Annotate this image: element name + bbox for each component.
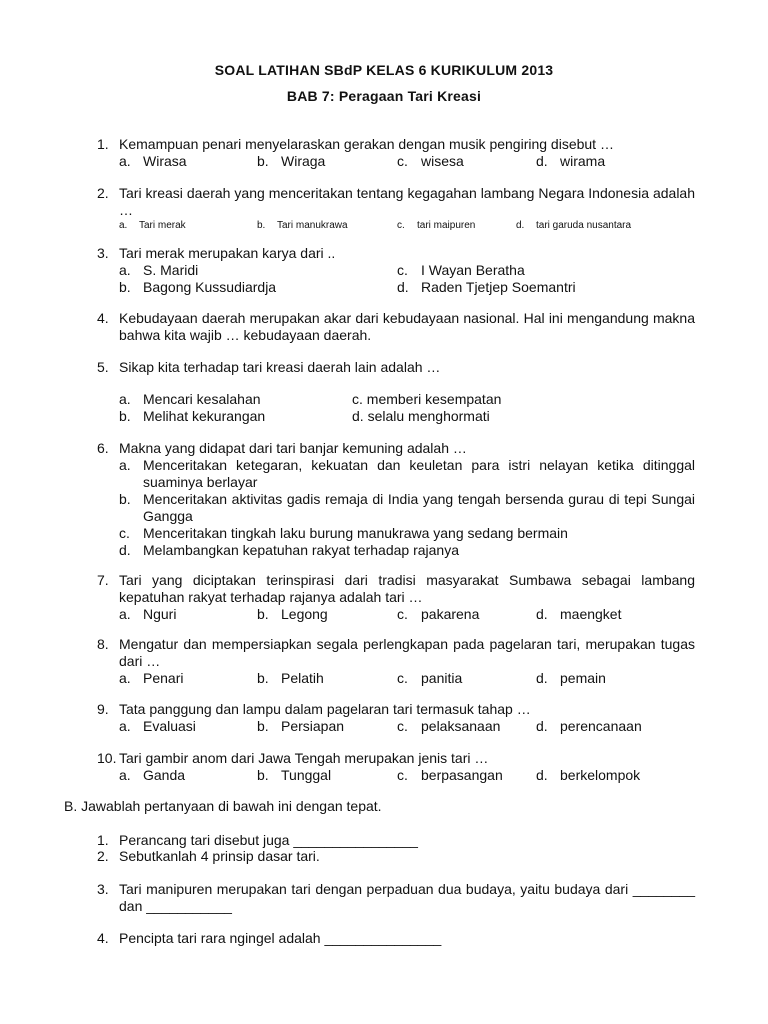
question-number: 3. <box>97 245 109 261</box>
option-row <box>119 262 695 279</box>
section-b-heading: B. Jawablah pertanyaan di bawah ini dengan tepat. <box>64 798 382 814</box>
option-d: d. berkelompok <box>536 767 641 783</box>
option-a: a. Penari <box>119 670 184 686</box>
option-row <box>119 670 695 687</box>
option-b: b. Melihat kekurangan <box>119 408 266 424</box>
question-number: 8. <box>97 636 109 652</box>
question-3 <box>97 245 695 296</box>
option-b: b. Wiraga <box>257 153 326 169</box>
question-1 <box>97 136 695 170</box>
essay-question-1 <box>97 832 695 849</box>
question-10 <box>97 750 695 784</box>
question-text: Perancang tari disebut juga ________________ <box>119 832 418 848</box>
question-number: 7. <box>97 572 109 588</box>
question-text: Pencipta tari rara ngingel adalah _______________ <box>119 930 442 946</box>
question-number: 9. <box>97 701 109 717</box>
essay-question-2 <box>97 848 695 865</box>
option-d: d. Melambangkan kepatuhan rakyat terhadap rajanya <box>119 542 459 558</box>
question-number: 6. <box>97 440 109 456</box>
option-d: d. wirama <box>536 153 606 169</box>
option-a: a. S. Maridi <box>119 262 199 278</box>
option-a: a. Mencari kesalahan <box>119 391 261 407</box>
question-number: 2. <box>97 185 109 201</box>
question-text: Kemampuan penari menyelaraskan gerakan dengan musik pengiring disebut … <box>119 136 614 152</box>
question-number: 4. <box>97 930 109 946</box>
question-text: Mengatur dan mempersiapkan segala perlengkapan pada pagelaran tari, merupakan tugas dari … <box>119 636 695 669</box>
option-c: c. memberi kesempatan <box>352 391 502 407</box>
document-title: SOAL LATIHAN SBdP KELAS 6 KURIKULUM 2013 <box>214 62 554 78</box>
question-number: 10. <box>97 750 117 766</box>
option-b: b. Menceritakan aktivitas gadis remaja di India yang tengah bersenda gurau di tepi Sungai Gangga <box>119 491 695 524</box>
question-text: Sebutkanlah 4 prinsip dasar tari. <box>119 848 320 864</box>
option-d: d. selalu menghormati <box>352 408 490 424</box>
option-a: a. Nguri <box>119 606 177 622</box>
question-text: Tari yang diciptakan terinspirasi dari tradisi masyarakat Sumbawa sebagai lambang kepatuhan rakyat terhadap rajanya adalah tari … <box>119 572 695 605</box>
option-row <box>119 767 695 784</box>
option-c: c. I Wayan Beratha <box>397 262 525 278</box>
question-text: Tata panggung dan lampu dalam pagelaran tari termasuk tahap … <box>119 701 531 717</box>
essay-question-3 <box>97 881 695 915</box>
option-d: d. pemain <box>536 670 606 686</box>
question-number: 1. <box>97 832 109 848</box>
question-4 <box>97 310 695 344</box>
option-b: b. Legong <box>257 606 328 622</box>
option-c: c. Menceritakan tingkah laku burung manukrawa yang sedang bermain <box>119 525 568 541</box>
question-text: Tari kreasi daerah yang menceritakan tentang kegagahan lambang Negara Indonesia adalah … <box>119 185 695 218</box>
question-6 <box>97 440 695 559</box>
option-c: c. pelaksanaan <box>397 718 501 734</box>
option-row <box>119 219 695 233</box>
question-number: 4. <box>97 310 109 326</box>
question-number: 2. <box>97 848 109 864</box>
document-subtitle: BAB 7: Peragaan Tari Kreasi <box>286 88 482 104</box>
option-row <box>119 606 695 623</box>
option-d: d. perencanaan <box>536 718 642 734</box>
option-row <box>119 718 695 735</box>
question-number: 3. <box>97 881 109 897</box>
question-number: 1. <box>97 136 109 152</box>
question-text: Makna yang didapat dari tari banjar kemuning adalah … <box>119 440 467 456</box>
question-7 <box>97 572 695 623</box>
option-row <box>119 153 695 170</box>
question-text: Sikap kita terhadap tari kreasi daerah lain adalah … <box>119 359 441 375</box>
option-a: a. Ganda <box>119 767 186 783</box>
option-row <box>119 279 695 296</box>
question-text: Tari merak merupakan karya dari .. <box>119 245 336 261</box>
option-b: b. Tunggal <box>257 767 332 783</box>
question-9 <box>97 701 695 735</box>
option-b: b. Pelatih <box>257 670 324 686</box>
option-d: d. maengket <box>536 606 622 622</box>
option-d: d. tari garuda nusantara <box>516 220 632 231</box>
question-2 <box>97 185 695 233</box>
option-row <box>119 391 695 408</box>
option-c: c. tari maipuren <box>397 220 476 231</box>
option-c: c. berpasangan <box>397 767 503 783</box>
option-row <box>119 408 695 425</box>
option-c: c. panitia <box>397 670 463 686</box>
question-5-options <box>97 391 695 425</box>
option-a: a. Tari merak <box>119 220 186 231</box>
option-c: c. pakarena <box>397 606 480 622</box>
option-b: b. Bagong Kussudiardja <box>119 279 277 295</box>
option-b: b. Persiapan <box>257 718 345 734</box>
option-a: a. Evaluasi <box>119 718 196 734</box>
question-text: Tari manipuren merupakan tari dengan perpaduan dua budaya, yaitu budaya dari ________ dan ___________ <box>119 881 695 914</box>
question-number: 5. <box>97 359 109 375</box>
option-d: d. Raden Tjetjep Soemantri <box>397 279 576 295</box>
essay-question-4 <box>97 930 695 947</box>
option-b: b. Tari manukrawa <box>257 220 348 231</box>
option-a: a. Menceritakan ketegaran, kekuatan dan keuletan para istri nelayan ketika ditinggal suaminya berlayar <box>119 457 695 490</box>
question-5 <box>97 359 695 376</box>
option-a: a. Wirasa <box>119 153 187 169</box>
option-c: c. wisesa <box>397 153 464 169</box>
question-8 <box>97 636 695 687</box>
question-text: Kebudayaan daerah merupakan akar dari kebudayaan nasional. Hal ini mengandung makna bahwa kita wajib … kebudayaan daerah. <box>119 310 695 343</box>
question-text: Tari gambir anom dari Jawa Tengah merupakan jenis tari … <box>119 750 489 766</box>
